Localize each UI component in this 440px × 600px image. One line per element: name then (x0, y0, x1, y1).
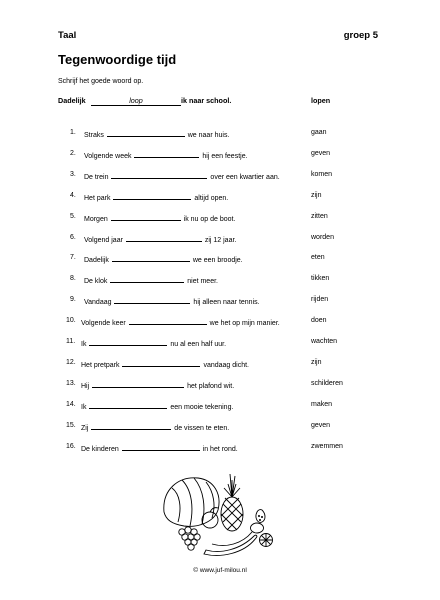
exercise-before: Het pretpark (81, 361, 120, 369)
exercise-row (0, 171, 440, 183)
exercise-row (0, 254, 440, 266)
answer-blank[interactable] (107, 129, 185, 137)
exercise-number: 16. (66, 442, 76, 450)
exercise-verb: schilderen (311, 379, 343, 387)
exercise-verb: zijn (311, 358, 322, 366)
exercise-number: 9. (70, 296, 76, 304)
exercise-after: in het rond. (202, 445, 238, 453)
exercise-before: De klok (84, 278, 108, 286)
exercise-sentence (84, 129, 229, 139)
exercise-sentence (81, 443, 238, 453)
exercise-number: 3. (70, 170, 76, 178)
exercise-sentence (84, 254, 243, 264)
exercise-row (0, 213, 440, 225)
example-answer: loop (91, 96, 181, 106)
exercise-verb: eten (311, 254, 325, 262)
exercise-row (0, 422, 440, 434)
exercise-number: 5. (70, 212, 76, 220)
answer-blank[interactable] (134, 150, 199, 158)
exercise-after: ik nu op de boot. (183, 215, 236, 223)
exercise-row (0, 275, 440, 287)
exercise-number: 11. (66, 338, 76, 345)
exercise-row (0, 129, 440, 141)
exercise-after: hij een feestje. (202, 152, 248, 160)
example-after: ik naar school. (181, 96, 232, 105)
exercise-before: De kinderen (81, 445, 119, 453)
exercise-row (0, 234, 440, 246)
fruit-basket-illustration (158, 464, 276, 556)
exercise-verb: zwemmen (311, 442, 343, 450)
exercise-number: 8. (70, 275, 76, 283)
answer-blank[interactable] (129, 317, 207, 325)
exercise-verb: gaan (311, 129, 327, 136)
exercise-after: nu al een half uur. (170, 341, 227, 348)
exercise-after: het plafond wit. (187, 382, 235, 390)
exercise-sentence (84, 213, 235, 223)
exercise-before: Morgen (84, 215, 108, 223)
exercise-sentence (84, 296, 260, 306)
exercise-sentence (81, 380, 234, 390)
exercise-number: 4. (70, 191, 76, 199)
exercise-verb: wachten (311, 338, 338, 345)
exercise-after: over een kwartier aan. (210, 173, 280, 181)
answer-blank[interactable] (110, 275, 184, 283)
example-before: Dadelijk (58, 96, 86, 105)
exercise-number: 12. (66, 358, 76, 366)
answer-blank[interactable] (122, 443, 200, 451)
exercise-before: Volgende week (84, 152, 132, 160)
exercise-before: Ik (81, 403, 87, 411)
answer-blank[interactable] (89, 338, 167, 346)
answer-blank[interactable] (126, 234, 202, 242)
answer-blank[interactable] (122, 359, 200, 367)
exercise-verb: worden (311, 233, 334, 241)
exercise-after: vandaag dicht. (203, 361, 249, 369)
exercise-sentence (84, 192, 228, 202)
answer-blank[interactable] (112, 254, 190, 262)
answer-blank[interactable] (114, 296, 190, 304)
exercise-sentence (81, 359, 249, 369)
exercise-verb: zitten (311, 212, 328, 220)
answer-blank[interactable] (92, 380, 184, 388)
exercise-number: 14. (66, 400, 76, 408)
exercise-row (0, 317, 440, 329)
answer-blank[interactable] (113, 192, 191, 200)
exercise-row (0, 150, 440, 162)
exercise-number: 1. (70, 129, 76, 136)
worksheet-title: Tegenwoordige tijd (58, 52, 177, 67)
exercise-sentence (81, 422, 229, 432)
group-label: groep 5 (343, 30, 378, 41)
exercise-verb: maken (311, 400, 333, 408)
exercise-before: Ik (81, 341, 87, 348)
exercise-before: Zij (81, 424, 89, 432)
exercise-after: de vissen te eten. (174, 424, 230, 432)
exercise-number: 7. (70, 254, 76, 262)
copyright-footer: © www.juf-milou.nl (193, 567, 247, 574)
exercise-before: Volgend jaar (84, 236, 123, 244)
exercise-after: een mooie tekening. (170, 403, 234, 411)
answer-blank[interactable] (89, 401, 167, 409)
exercise-before: Straks (84, 132, 104, 139)
instruction-text: Schrijf het goede woord op. (58, 78, 144, 85)
exercise-before: Dadelijk (84, 257, 109, 265)
exercise-before: Het park (84, 194, 111, 202)
exercise-row (0, 192, 440, 204)
exercise-before: Volgende keer (81, 320, 126, 328)
exercise-before: Vandaag (84, 299, 112, 307)
exercise-before: De trein (84, 173, 109, 181)
exercise-row (0, 359, 440, 371)
exercise-row (0, 296, 440, 308)
exercise-sentence (81, 317, 280, 327)
exercise-sentence (84, 275, 218, 285)
exercise-after: niet meer. (187, 278, 218, 286)
exercise-after: we naar huis. (187, 132, 230, 139)
answer-blank[interactable] (111, 213, 181, 221)
exercise-row (0, 380, 440, 392)
answer-blank[interactable] (91, 422, 171, 430)
exercise-verb: geven (311, 149, 331, 157)
exercise-verb: doen (311, 317, 327, 325)
exercise-after: altijd open. (194, 194, 229, 202)
exercise-verb: geven (311, 421, 331, 429)
exercise-sentence (81, 338, 226, 348)
exercise-row (0, 401, 440, 413)
exercise-before: Hij (81, 382, 90, 390)
exercise-sentence (84, 171, 280, 181)
exercise-number: 15. (66, 421, 76, 429)
exercise-number: 6. (70, 233, 76, 241)
exercise-verb: komen (311, 170, 333, 178)
exercise-verb: rijden (311, 296, 329, 304)
exercise-verb: tikken (311, 275, 330, 283)
subject-label: Taal (58, 30, 77, 41)
exercise-verb: zijn (311, 191, 322, 199)
exercise-row (0, 443, 440, 455)
exercise-after: we het op mijn manier. (209, 320, 280, 328)
exercise-sentence (81, 401, 233, 411)
exercise-row (0, 338, 440, 350)
exercise-after: hij alleen naar tennis. (193, 299, 260, 307)
exercise-sentence (84, 234, 236, 244)
example-verb: lopen (311, 96, 331, 105)
exercise-number: 10. (66, 317, 76, 325)
exercise-after: we een broodje. (192, 257, 243, 265)
exercise-sentence (84, 150, 248, 160)
answer-blank[interactable] (111, 171, 207, 179)
exercise-number: 2. (70, 149, 76, 157)
exercise-after: zij 12 jaar. (204, 236, 237, 244)
exercise-number: 13. (66, 379, 76, 387)
